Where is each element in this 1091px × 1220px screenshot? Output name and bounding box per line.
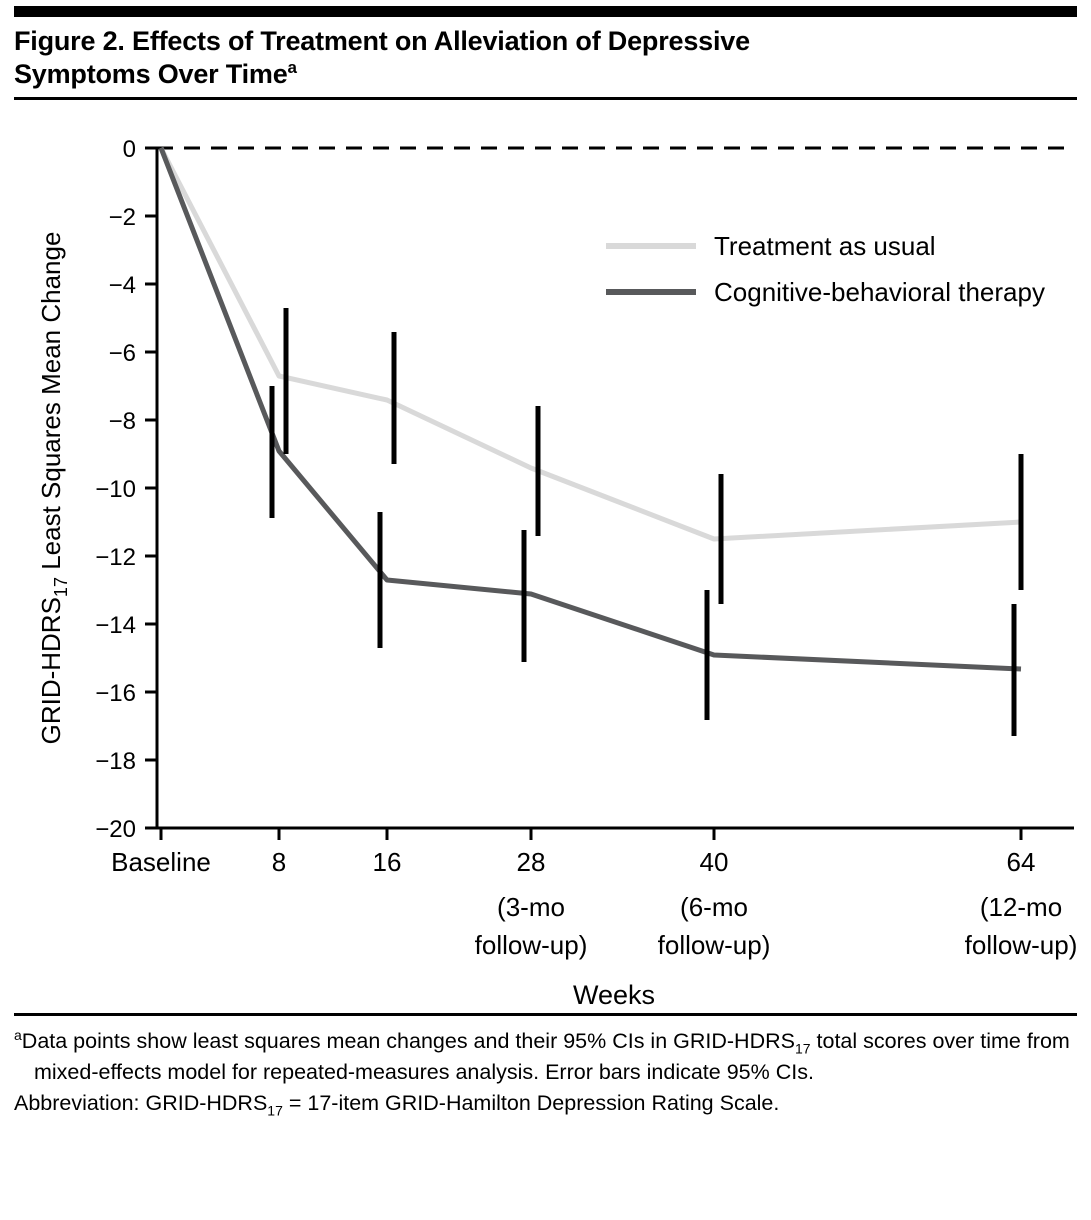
figure-title-superscript: a xyxy=(287,57,297,77)
y-tick-label: −6 xyxy=(108,339,136,367)
footnote-text-2: total scores over time from mixed-effects model for repeated-measures xyxy=(34,1029,1070,1084)
x-tick-sublabel-64-line1: (12-mo xyxy=(979,891,1063,922)
top-rule xyxy=(14,6,1077,17)
footnote-paragraph xyxy=(14,1026,1077,1087)
x-tick-label-40: 40 xyxy=(699,846,729,877)
footnote-text-1: Data points show least squares mean changes and their 95% CIs in GRID-HDRS xyxy=(21,1029,795,1054)
abbrev-lead: Abbreviation: GRID-HDRS xyxy=(14,1090,268,1115)
footnote-sub-1: 17 xyxy=(794,1040,811,1057)
x-tick-sublabel-28-line1: (3-mo xyxy=(497,891,565,922)
series-line-treatment-as-usual xyxy=(161,148,1021,539)
abbrev-sub: 17 xyxy=(267,1101,283,1118)
y-tick-label: −8 xyxy=(108,407,136,435)
x-tick-sublabel-40-line1: (6-mo xyxy=(680,891,748,922)
x-tick-sublabel-28-line2: follow-up) xyxy=(474,929,588,960)
footnote-marker: a xyxy=(14,1026,22,1043)
x-tick-label-28: 28 xyxy=(516,846,546,877)
abbrev-rest: = 17-item GRID-Hamilton Depression Rating Scale. xyxy=(282,1090,780,1115)
series-line-cognitive-behavioral-therapy xyxy=(161,148,1021,669)
y-axis-title xyxy=(36,231,71,744)
x-tick-label-64: 64 xyxy=(1006,846,1036,877)
footnote-text-3: analysis. Error bars indicate 95% CIs. xyxy=(455,1059,814,1084)
x-axis-title: Weeks xyxy=(572,979,656,1010)
y-axis-title-main: GRID-HDRS xyxy=(36,596,66,745)
x-tick-sublabel-64-line2: follow-up) xyxy=(964,929,1077,960)
figure-footnote xyxy=(14,1016,1077,1120)
error-bars-treatment-as-usual xyxy=(286,308,1021,604)
x-tick-label-8: 8 xyxy=(271,846,287,877)
y-tick-label: −4 xyxy=(108,271,136,299)
footnote-abbreviation xyxy=(14,1089,1077,1120)
chart-legend xyxy=(606,231,1045,307)
figure-container xyxy=(0,6,1091,1220)
y-axis-title-sub: 17 xyxy=(51,576,71,597)
x-tick-label-16: 16 xyxy=(372,846,402,877)
y-tick-label: 0 xyxy=(122,135,136,163)
figure-title xyxy=(14,17,1077,97)
y-tick-label: −10 xyxy=(95,475,136,503)
error-bars-cognitive-behavioral-therapy xyxy=(272,386,1014,736)
y-axis-title-tail: Least Squares Mean Change xyxy=(36,231,66,577)
y-tick-label: −16 xyxy=(95,679,136,707)
y-axis-ticks xyxy=(95,136,157,843)
y-tick-label: −2 xyxy=(108,203,136,231)
chart-svg xyxy=(14,106,1077,1011)
y-tick-label: −18 xyxy=(95,747,136,775)
legend-label-treatment-as-usual: Treatment as usual xyxy=(714,230,936,261)
y-tick-label: −14 xyxy=(95,611,136,639)
legend-label-cognitive-behavioral-therapy: Cognitive-behavioral therapy xyxy=(714,276,1045,307)
x-axis-ticks xyxy=(161,828,1021,840)
x-tick-sublabel-40-line2: follow-up) xyxy=(657,929,771,960)
y-tick-label: −12 xyxy=(95,543,136,571)
x-axis-tick-labels xyxy=(111,847,1077,1010)
title-rule xyxy=(14,97,1077,100)
svg-text:GRID-HDRS17 Least Squares Mean xyxy=(36,231,71,744)
figure-title-line1: Figure 2. Effects of Treatment on Alleviation of Depressive xyxy=(14,26,750,56)
x-tick-label-baseline: Baseline xyxy=(111,846,211,877)
plot-area xyxy=(14,106,1077,1011)
y-tick-label: −20 xyxy=(95,815,136,843)
figure-title-line2: Symptoms Over Time xyxy=(14,58,288,89)
